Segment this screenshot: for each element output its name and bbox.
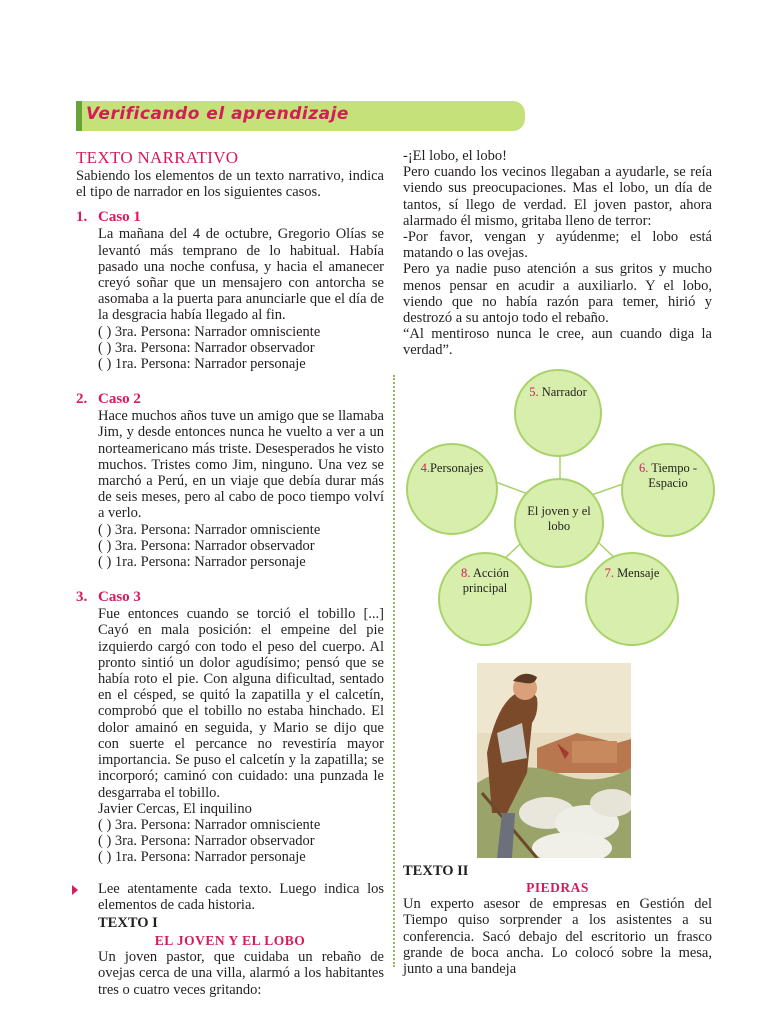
- option-omnisciente[interactable]: ( ) 3ra. Persona: Narrador omnisciente: [98, 323, 321, 340]
- option-personaje[interactable]: ( ) 1ra. Persona: Narrador personaje: [98, 849, 306, 866]
- case-text: La mañana del 4 de octubre, Gregorio Olías se levantó más temprano de lo habitual. Había pasado una noche confusa, y hacia el amanecer creyó soñar que un mensajero con antorcha se asomaba a la puerta para anunciarle que el día de la desgracia había llegado al fin.: [98, 226, 384, 324]
- story-moral: “Al mentiroso nunca le cree, aun cuando diga la verdad”.: [403, 326, 712, 359]
- case-number: 1.: [76, 209, 88, 226]
- shepherd-boy-illustration: [477, 663, 631, 858]
- option-omnisciente[interactable]: ( ) 3ra. Persona: Narrador omnisciente: [98, 521, 321, 538]
- banner-title: Verificando el aprendizaje: [86, 104, 349, 124]
- intro-text: Sabiendo los elementos de un texto narrativo, indica el tipo de narrador en los siguientes casos.: [76, 168, 384, 201]
- option-observador[interactable]: ( ) 3ra. Persona: Narrador observador: [98, 833, 315, 850]
- story-line: -¡El lobo, el lobo!: [403, 148, 507, 164]
- instruction-block: [76, 881, 384, 932]
- section-title: TEXTO NARRATIVO: [76, 148, 239, 167]
- case-source: Javier Cercas, El inquilino: [98, 800, 252, 817]
- case-3: [76, 589, 384, 865]
- triangle-bullet-icon: [72, 885, 78, 895]
- case-title: Caso 3: [98, 589, 141, 606]
- story-line: Pero cuando los vecinos llegaban a ayudarle, se reía viendo sus preocupaciones. Mas el lobo, un día de tantos, sí llego de verdad. El joven pastor, ahora alarmado él mismo, gritaba lleno de terror:: [403, 164, 712, 229]
- diagram-center-node: El joven y el lobo: [514, 478, 604, 568]
- texto2-title: PIEDRAS: [526, 880, 589, 896]
- option-observador[interactable]: ( ) 3ra. Persona: Narrador observador: [98, 537, 315, 554]
- right-column: [403, 148, 712, 359]
- option-omnisciente[interactable]: ( ) 3ra. Persona: Narrador omnisciente: [98, 816, 321, 833]
- left-column: [76, 148, 384, 998]
- texto2-label: TEXTO II: [403, 863, 469, 879]
- case-title: Caso 2: [98, 391, 141, 408]
- diagram-node-mensaje: 7. Mensaje: [585, 552, 679, 646]
- option-personaje[interactable]: ( ) 1ra. Persona: Narrador personaje: [98, 356, 306, 373]
- diagram-node-tiempo-espacio: 6. Tiempo - Espacio: [621, 443, 715, 537]
- texto1-body: Un joven pastor, que cuidaba un rebaño de ovejas cerca de una villa, alarmó a los habitantes tres o cuatro veces gritando:: [98, 949, 384, 998]
- banner-accent-bar: [76, 101, 82, 131]
- texto2-block: [403, 863, 712, 977]
- story-line: Pero ya nadie puso atención a sus gritos y mucho menos pensar en acudir a auxiliarlo. Y el lobo, viendo que no había razón para temer, hirió y destrozó a su antojo todo el rebaño.: [403, 261, 712, 327]
- texto1-label: TEXTO I: [98, 914, 158, 931]
- case-text: Hace muchos años tuve un amigo que se llamaba Jim, y desde entonces nunca he vuelto a ver a un norteamericano más triste. Desesperados he visto muchos. Tristes como Jim, ninguno. Una vez se marchó a Perú, en un viaje que debía durar más de seis meses, pero al cabo de poco tiempo volví a verlo.: [98, 408, 384, 522]
- instruction-text: Lee atentamente cada texto. Luego indica los elementos de cada historia.: [98, 880, 384, 913]
- diagram-node-personajes: 4.Personajes: [406, 443, 498, 535]
- case-1: [76, 209, 384, 372]
- texto2-body: Un experto asesor de empresas en Gestión del Tiempo quiso sorprender a los asistentes a su conferencia. Sacó debajo del escritorio un frasco grande de boca ancha. Lo colocó sobre la mesa, junto a una bandeja: [403, 896, 712, 978]
- story-line: -Por favor, vengan y ayúdenme; el lobo está matando o las ovejas.: [403, 229, 712, 262]
- texto1-title: EL JOVEN Y EL LOBO: [154, 933, 306, 949]
- column-divider: [393, 375, 395, 967]
- case-number: 3.: [76, 589, 88, 606]
- option-observador[interactable]: ( ) 3ra. Persona: Narrador observador: [98, 339, 315, 356]
- case-2: [76, 391, 384, 570]
- case-title: Caso 1: [98, 209, 141, 226]
- diagram-node-narrador: 5. Narrador: [514, 369, 602, 457]
- story-elements-diagram: [405, 368, 715, 648]
- option-personaje[interactable]: ( ) 1ra. Persona: Narrador personaje: [98, 554, 306, 571]
- case-text: Fue entonces cuando se torció el tobillo [...] Cayó en mala posición: el empeine del pie izquierdo cargó con todo el peso del cuerpo. Al pronto sintió un dolor agudísimo; pensó que se había roto el pie. Con alguna dificultad, sentado en el césped, se quitó la zapatilla y el calcetín, comprobó que el tobillo no estaba hinchado. El dolor amainó en seguida, y Mario se dijo que con suerte el percance no revestiría mayor importancia. Se puso el calcetín y la zapatilla; se incorporó; caminó con cuidado: una punzada le desgarraba el tobillo.: [98, 606, 384, 801]
- diagram-node-accion-principal: 8. Acción principal: [438, 552, 532, 646]
- case-number: 2.: [76, 391, 88, 408]
